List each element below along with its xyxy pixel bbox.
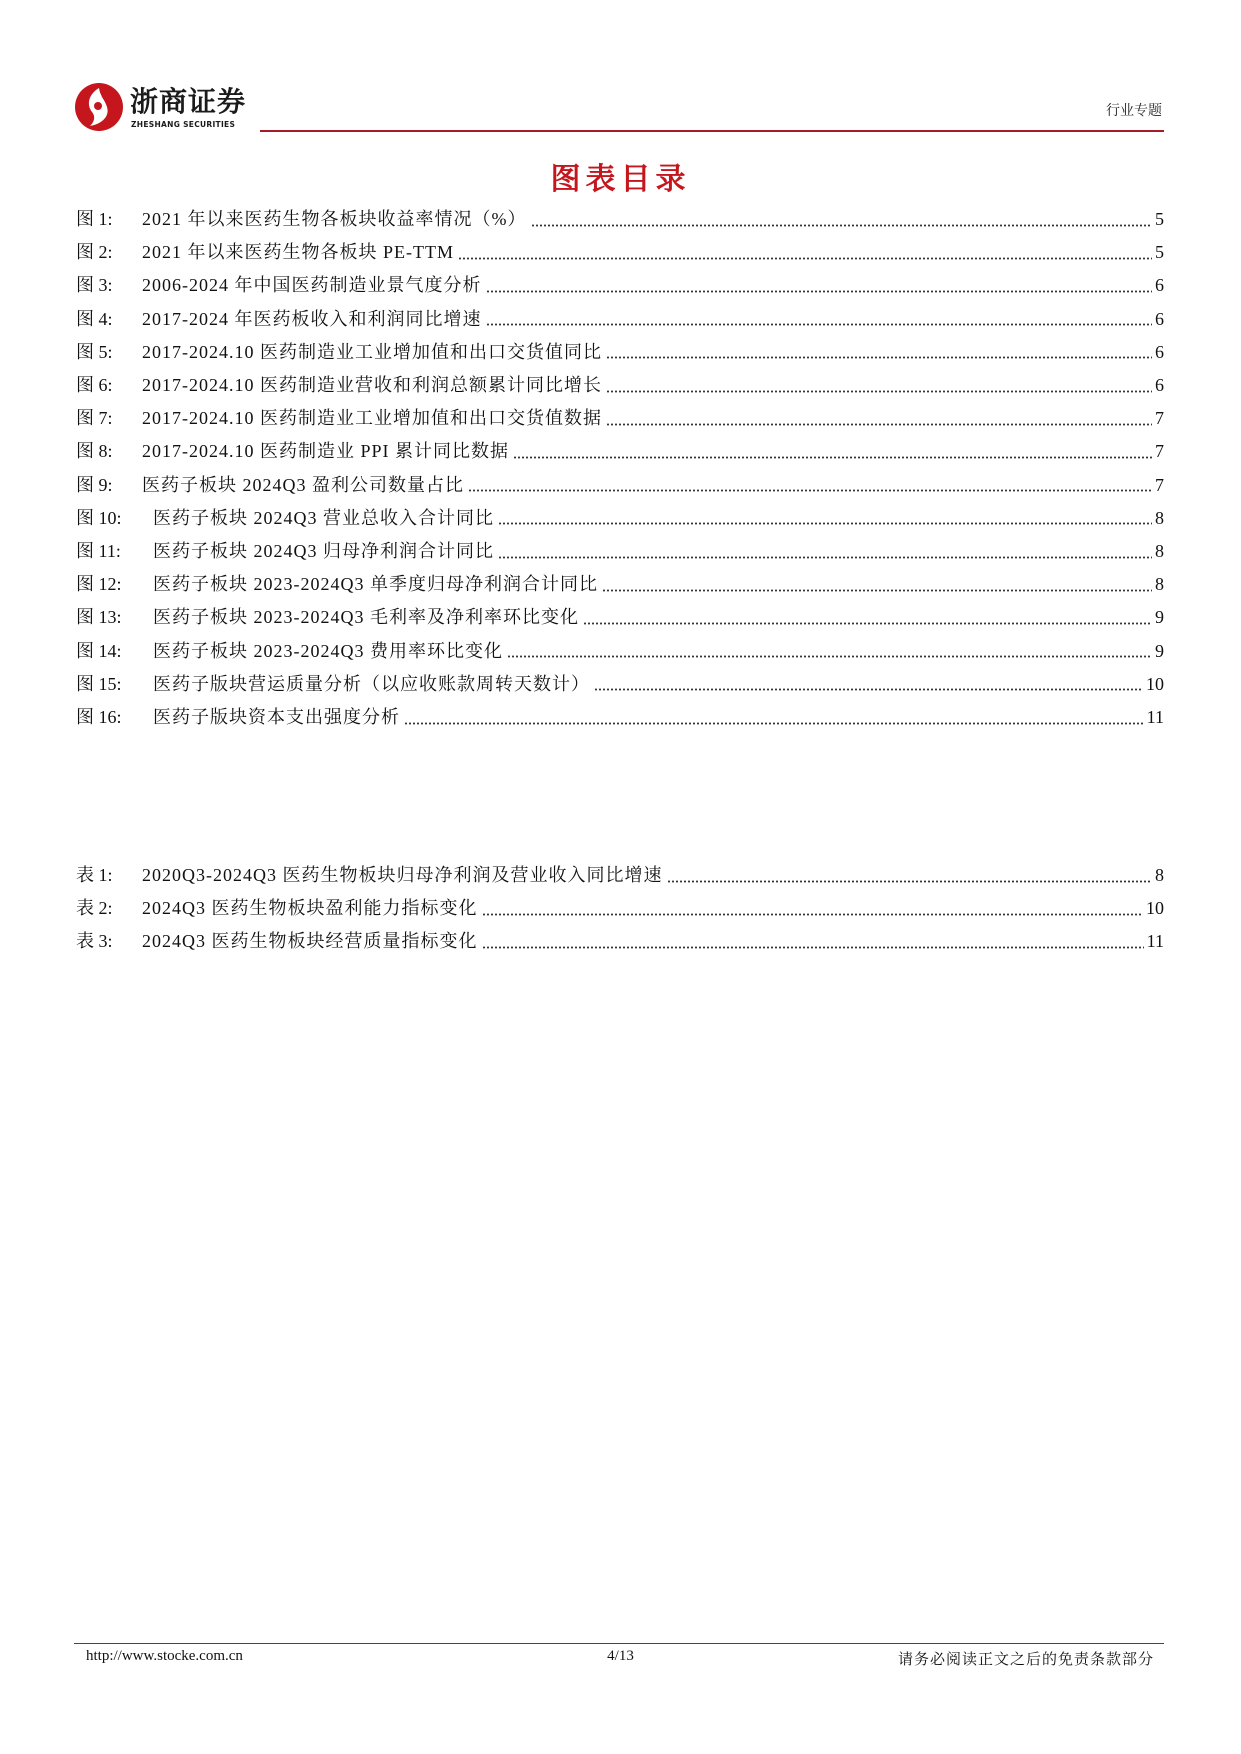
toc-entry-title: 医药子版块营运质量分析（以应收账款周转天数计） (153, 673, 590, 694)
toc-entry-title: 2024Q3 医药生物板块盈利能力指标变化 (142, 898, 478, 919)
toc-entry-page: 9 (1155, 640, 1164, 661)
toc-entry[interactable] (76, 671, 1164, 697)
toc-entry-title: 2017-2024.10 医药制造业 PPI 累计同比数据 (142, 441, 510, 462)
toc-entry-title: 2017-2024.10 医药制造业营收和利润总额累计同比增长 (142, 375, 602, 395)
toc-dot-leader (513, 456, 1152, 459)
toc-dot-leader (468, 489, 1152, 492)
toc-entry-label: 图 15: (76, 673, 122, 694)
toc-entry-label: 图 16: (76, 707, 122, 727)
toc-entry-page: 10 (1146, 673, 1164, 694)
toc-dot-leader (404, 722, 1144, 725)
toc-entry-title: 医药子板块 2023-2024Q3 单季度归母净利润合计同比 (153, 574, 598, 595)
toc-entry-title: 2017-2024.10 医药制造业工业增加值和出口交货值同比 (142, 341, 602, 362)
toc-entry-title: 2017-2024 年医药板收入和利润同比增速 (142, 308, 482, 329)
toc-entry-page: 9 (1155, 607, 1164, 628)
toc-entry-title: 医药子板块 2023-2024Q3 毛利率及净利率环比变化 (153, 607, 579, 628)
toc-entry-page: 8 (1155, 865, 1164, 885)
toc-entry-title: 2020Q3-2024Q3 医药生物板块归母净利润及营业收入同比增速 (142, 865, 663, 885)
toc-entry-label: 图 8: (76, 441, 113, 462)
toc-entry-title: 2021 年以来医药生物各板块收益率情况（%） (142, 209, 527, 229)
toc-entry-title: 医药子板块 2024Q3 归母净利润合计同比 (153, 541, 494, 561)
toc-entry-title: 医药子板块 2024Q3 盈利公司数量占比 (142, 474, 464, 495)
toc-entry-page: 11 (1146, 707, 1164, 727)
toc-entry-page: 6 (1155, 275, 1164, 296)
toc-entry[interactable] (76, 928, 1164, 954)
footer-page-number: 4/13 (607, 1648, 634, 1664)
toc-entry-label: 图 10: (76, 507, 122, 528)
page-title: 图表目录 (550, 162, 691, 197)
page-header (74, 78, 1164, 134)
toc-entry[interactable] (76, 505, 1164, 531)
toc-entry-page: 8 (1155, 574, 1164, 595)
report-section-label: 行业专题 (1106, 103, 1162, 119)
logo-chinese-name: 浙商证券 (130, 85, 247, 118)
toc-entry[interactable] (76, 604, 1164, 630)
toc-entry[interactable] (76, 472, 1164, 498)
toc-entry[interactable] (76, 339, 1164, 365)
toc-entry[interactable] (76, 438, 1164, 464)
zheshang-logo-icon (74, 82, 124, 132)
toc-dot-leader (594, 688, 1143, 691)
toc-dot-leader (606, 390, 1152, 393)
toc-entry-label: 图 2: (76, 242, 113, 263)
toc-dot-leader (606, 356, 1152, 359)
toc-entry-label: 图 11: (76, 541, 121, 561)
toc-entry-label: 表 3: (76, 931, 113, 952)
toc-entry-title: 医药子板块 2023-2024Q3 费用率环比变化 (153, 640, 503, 661)
logo-english-name: ZHESHANG SECURITIES (131, 120, 236, 129)
toc-entry[interactable] (76, 638, 1164, 664)
toc-entry-label: 图 5: (76, 341, 113, 362)
toc-entry-title: 2021 年以来医药生物各板块 PE-TTM (142, 242, 454, 263)
toc-entry-label: 图 7: (76, 408, 113, 429)
toc-entry-title: 医药子版块资本支出强度分析 (153, 707, 400, 727)
toc-entry-page: 8 (1155, 541, 1164, 561)
toc-dot-leader (606, 423, 1152, 426)
toc-entry[interactable] (76, 895, 1164, 921)
toc-entry-page: 6 (1155, 341, 1164, 362)
toc-entry[interactable] (76, 306, 1164, 332)
toc-entry-page: 7 (1155, 441, 1164, 462)
toc-entry[interactable] (76, 571, 1164, 597)
toc-entry-label: 图 3: (76, 275, 113, 296)
toc-dot-leader (458, 257, 1152, 260)
toc-entry-label: 图 12: (76, 574, 122, 595)
toc-entry-page: 6 (1155, 375, 1164, 395)
toc-dot-leader (583, 622, 1152, 625)
toc-entry-label: 图 13: (76, 607, 122, 628)
footer-divider (74, 1643, 1164, 1644)
toc-entry[interactable] (76, 862, 1164, 888)
toc-dot-leader (602, 589, 1152, 592)
toc-dot-leader (486, 290, 1153, 293)
toc-entry[interactable] (76, 405, 1164, 431)
toc-dot-leader (531, 224, 1153, 227)
toc-entry[interactable] (76, 372, 1164, 398)
toc-entry-page: 10 (1146, 898, 1164, 919)
footer-disclaimer: 请务必阅读正文之后的免责条款部分 (897, 1650, 1154, 1668)
toc-entry-label: 图 14: (76, 640, 122, 661)
header-divider (260, 130, 1164, 132)
toc-entry-page: 5 (1155, 242, 1164, 263)
toc-entry-title: 2017-2024.10 医药制造业工业增加值和出口交货值数据 (142, 408, 602, 429)
toc-dot-leader (507, 655, 1152, 658)
toc-entry[interactable] (76, 206, 1164, 232)
toc-entry-label: 图 9: (76, 474, 113, 495)
toc-dot-leader (498, 556, 1152, 559)
toc-entry-page: 6 (1155, 308, 1164, 329)
toc-entry-label: 图 1: (76, 209, 113, 229)
toc-entry-label: 表 2: (76, 898, 113, 919)
toc-entry[interactable] (76, 704, 1164, 730)
toc-entry[interactable] (76, 239, 1164, 265)
toc-entry-page: 5 (1155, 209, 1164, 229)
toc-entry-title: 2024Q3 医药生物板块经营质量指标变化 (142, 931, 478, 952)
footer-url[interactable]: http://www.stocke.com.cn (86, 1648, 243, 1664)
toc-entry[interactable] (76, 538, 1164, 564)
toc-dot-leader (482, 946, 1144, 949)
toc-entry-label: 图 4: (76, 308, 113, 329)
toc-dot-leader (667, 880, 1153, 883)
toc-entry-page: 7 (1155, 408, 1164, 429)
toc-entry-label: 图 6: (76, 375, 113, 395)
toc-entry-page: 7 (1155, 474, 1164, 495)
toc-entry-page: 11 (1146, 931, 1164, 952)
toc-dot-leader (482, 913, 1144, 916)
toc-entry-title: 2006-2024 年中国医药制造业景气度分析 (142, 275, 482, 296)
toc-dot-leader (498, 522, 1152, 525)
toc-entry-page: 8 (1155, 507, 1164, 528)
toc-entry-label: 表 1: (76, 865, 113, 885)
toc-entry[interactable] (76, 272, 1164, 298)
toc-dot-leader (486, 323, 1153, 326)
toc-entry-title: 医药子板块 2024Q3 营业总收入合计同比 (153, 507, 494, 528)
